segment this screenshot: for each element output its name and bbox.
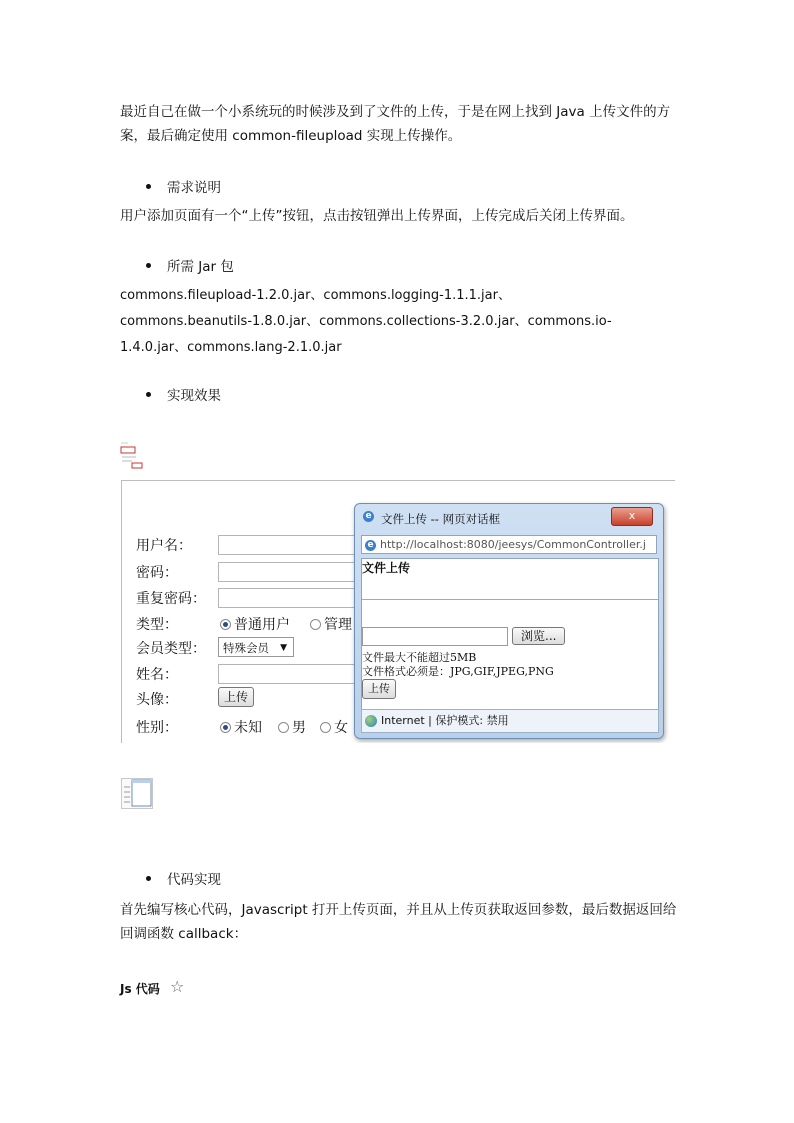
member-type-select[interactable]: 特殊会员 ▼: [218, 637, 294, 657]
thumbnail-image-2: [121, 778, 153, 809]
repeat-password-input[interactable]: [218, 588, 360, 608]
username-label: 用户名：: [136, 538, 192, 554]
member-type-label: 会员类型：: [136, 641, 206, 657]
status-text: Internet | 保护模式: 禁用: [381, 714, 509, 727]
section-requirement-heading: 需求说明: [146, 178, 221, 198]
code-intro-text: 首先编写核心代码，Javascript 打开上传页面，并且从上传页获取返回参数，最后数据返回给回调函数 callback：: [120, 902, 677, 942]
bullet-icon: [146, 392, 151, 397]
gender-option-male[interactable]: 男: [278, 717, 306, 737]
bullet-icon: [146, 876, 151, 881]
radio-selected-icon[interactable]: [220, 722, 231, 733]
address-bar: [361, 535, 657, 554]
avatar-label: 头像：: [136, 692, 178, 708]
bullet-icon: [146, 263, 151, 268]
intro-paragraph: 最近自己在做一个小系统玩的时候涉及到了文件的上传，于是在网上找到 Java 上传文件的方案，最后确定使用 common-fileupload 实现上传操作。: [120, 104, 671, 144]
section-effect-heading: 实现效果: [146, 386, 221, 406]
close-button[interactable]: [611, 507, 653, 526]
radio-icon[interactable]: [320, 722, 331, 733]
avatar-upload-button[interactable]: 上传: [218, 687, 254, 707]
bullet-icon: [146, 184, 151, 189]
jars-text: commons.fileupload-1.2.0.jar、commons.logging-1.1.1.jar、commons.beanutils-1.8.0.jar、commons.collections-3.2.0.jar、commons.io-1.4.0.jar、commons.lang-2.1.0.jar: [120, 288, 612, 355]
chevron-down-icon[interactable]: ▼: [280, 643, 287, 653]
status-bar: [361, 709, 659, 733]
address-text: http://localhost:8080/jeesys/CommonController.j: [380, 538, 646, 551]
thumbnail-image: [120, 441, 150, 469]
code-label: Js 代码: [120, 982, 160, 996]
section-jars-heading: 所需 Jar 包: [146, 257, 234, 277]
section-code-heading: 代码实现: [146, 870, 221, 890]
radio-icon[interactable]: [278, 722, 289, 733]
browse-button[interactable]: 浏览...: [512, 627, 565, 645]
type-label: 类型：: [136, 617, 178, 633]
close-icon[interactable]: x: [628, 509, 636, 522]
thumbnail-graphic-2: [122, 779, 152, 808]
radio-icon[interactable]: [310, 619, 321, 630]
name-label: 姓名：: [136, 667, 178, 683]
screenshot-panel: [121, 480, 675, 743]
type-option-admin[interactable]: 管理: [310, 614, 352, 634]
gender-option-unknown[interactable]: 未知: [220, 717, 262, 737]
dialog-heading: 文件上传: [362, 561, 411, 575]
max-size-note: 文件最大不能超过5MB: [362, 651, 477, 664]
page-icon: e: [365, 540, 376, 551]
upload-dialog: [354, 503, 664, 739]
dialog-title: 文件上传 -- 网页对话框: [381, 512, 501, 526]
dialog-upload-button[interactable]: 上传: [362, 679, 396, 699]
password-label: 密码：: [136, 565, 178, 581]
radio-selected-icon[interactable]: [220, 619, 231, 630]
globe-icon: [365, 715, 377, 727]
username-input[interactable]: [218, 535, 360, 555]
requirement-text: 用户添加页面有一个“上传”按钮，点击按钮弹出上传界面，上传完成后关闭上传界面。: [120, 208, 634, 224]
thumbnail-graphic: [120, 441, 150, 469]
password-input[interactable]: [218, 562, 360, 582]
gender-label: 性别：: [136, 720, 178, 736]
name-input[interactable]: [218, 664, 360, 684]
file-path-input[interactable]: [362, 627, 508, 646]
star-icon[interactable]: ☆: [170, 977, 185, 996]
gender-option-female[interactable]: 女: [320, 717, 348, 737]
ie-icon: e: [363, 511, 374, 522]
divider: [362, 599, 658, 600]
dialog-content: [361, 558, 659, 710]
format-note: 文件格式必须是：JPG,GIF,JPEG,PNG: [362, 665, 554, 678]
repeat-password-label: 重复密码：: [136, 591, 206, 607]
type-option-normal[interactable]: 普通用户: [220, 614, 290, 634]
